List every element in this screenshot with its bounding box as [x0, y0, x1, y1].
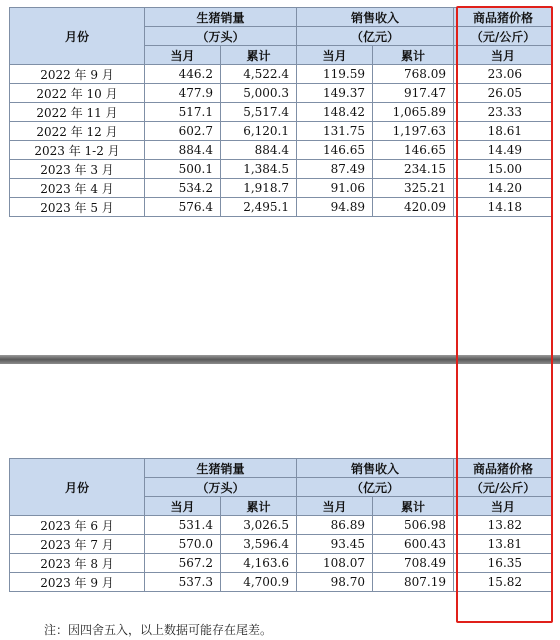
header-price-current: 当月: [454, 497, 553, 516]
header-revenue: 销售收入: [297, 459, 454, 478]
cell-revenue-cumulative: 325.21: [373, 179, 454, 198]
header-volume-cumulative: 累计: [221, 46, 297, 65]
table-row: [10, 160, 553, 179]
header-month: 月份: [10, 459, 145, 516]
cell-volume-cumulative: 5,517.4: [221, 103, 297, 122]
cell-month: 2022 年 9 月: [10, 65, 145, 84]
sales-table-top: [9, 7, 553, 217]
cell-month: 2022 年 10 月: [10, 84, 145, 103]
cell-volume-cumulative: 884.4: [221, 141, 297, 160]
cell-volume-cumulative: 6,120.1: [221, 122, 297, 141]
cell-revenue-current: 87.49: [297, 160, 373, 179]
cell-volume-current: 570.0: [145, 535, 221, 554]
cell-revenue-current: 148.42: [297, 103, 373, 122]
header-volume-cumulative: 累计: [221, 497, 297, 516]
cell-revenue-cumulative: 1,065.89: [373, 103, 454, 122]
cell-volume-current: 446.2: [145, 65, 221, 84]
page-divider: [0, 355, 560, 364]
cell-volume-cumulative: 4,522.4: [221, 65, 297, 84]
cell-volume-current: 884.4: [145, 141, 221, 160]
cell-revenue-current: 146.65: [297, 141, 373, 160]
cell-month: 2023 年 5 月: [10, 198, 145, 217]
cell-price: 26.05: [454, 84, 553, 103]
cell-revenue-current: 86.89: [297, 516, 373, 535]
table-row: [10, 141, 553, 160]
cell-month: 2023 年 9 月: [10, 573, 145, 592]
table-row: [10, 198, 553, 217]
cell-price: 23.33: [454, 103, 553, 122]
header-revenue-unit: （亿元）: [297, 478, 454, 497]
cell-price: 15.82: [454, 573, 553, 592]
cell-revenue-current: 149.37: [297, 84, 373, 103]
header-revenue-unit: （亿元）: [297, 27, 454, 46]
header-volume-current: 当月: [145, 497, 221, 516]
cell-price: 13.82: [454, 516, 553, 535]
cell-revenue-current: 93.45: [297, 535, 373, 554]
header-price: 商品猪价格: [454, 459, 553, 478]
table-row: [10, 122, 553, 141]
cell-month: 2023 年 1-2 月: [10, 141, 145, 160]
header-revenue-current: 当月: [297, 46, 373, 65]
table-row: [10, 554, 553, 573]
header-revenue: 销售收入: [297, 8, 454, 27]
cell-revenue-current: 98.70: [297, 573, 373, 592]
header-revenue-current: 当月: [297, 497, 373, 516]
table-row: [10, 84, 553, 103]
cell-month: 2023 年 4 月: [10, 179, 145, 198]
header-month: 月份: [10, 8, 145, 65]
cell-month: 2023 年 3 月: [10, 160, 145, 179]
table-row: [10, 103, 553, 122]
cell-volume-cumulative: 5,000.3: [221, 84, 297, 103]
cell-month: 2022 年 12 月: [10, 122, 145, 141]
cell-volume-cumulative: 1,918.7: [221, 179, 297, 198]
cell-price: 14.18: [454, 198, 553, 217]
footnote: 注：因四舍五入，以上数据可能存在尾差。: [44, 623, 273, 637]
cell-volume-cumulative: 2,495.1: [221, 198, 297, 217]
cell-revenue-cumulative: 420.09: [373, 198, 454, 217]
cell-revenue-current: 108.07: [297, 554, 373, 573]
cell-revenue-cumulative: 506.98: [373, 516, 454, 535]
cell-volume-cumulative: 3,596.4: [221, 535, 297, 554]
table-row: [10, 535, 553, 554]
header-revenue-cumulative: 累计: [373, 46, 454, 65]
cell-price: 23.06: [454, 65, 553, 84]
header-volume: 生猪销量: [145, 8, 297, 27]
cell-volume-cumulative: 1,384.5: [221, 160, 297, 179]
cell-month: 2023 年 7 月: [10, 535, 145, 554]
cell-volume-current: 576.4: [145, 198, 221, 217]
cell-revenue-cumulative: 1,197.63: [373, 122, 454, 141]
cell-revenue-current: 119.59: [297, 65, 373, 84]
cell-price: 14.49: [454, 141, 553, 160]
cell-volume-current: 567.2: [145, 554, 221, 573]
cell-volume-current: 534.2: [145, 179, 221, 198]
cell-price: 18.61: [454, 122, 553, 141]
cell-price: 13.81: [454, 535, 553, 554]
cell-volume-current: 517.1: [145, 103, 221, 122]
cell-volume-current: 477.9: [145, 84, 221, 103]
cell-revenue-cumulative: 917.47: [373, 84, 454, 103]
cell-volume-current: 602.7: [145, 122, 221, 141]
table-row: [10, 65, 553, 84]
cell-volume-current: 531.4: [145, 516, 221, 535]
cell-volume-current: 537.3: [145, 573, 221, 592]
cell-volume-cumulative: 3,026.5: [221, 516, 297, 535]
header-volume: 生猪销量: [145, 459, 297, 478]
cell-revenue-current: 131.75: [297, 122, 373, 141]
header-volume-unit: （万头）: [145, 478, 297, 497]
header-volume-unit: （万头）: [145, 27, 297, 46]
cell-month: 2023 年 8 月: [10, 554, 145, 573]
cell-volume-current: 500.1: [145, 160, 221, 179]
cell-price: 14.20: [454, 179, 553, 198]
table-row: [10, 516, 553, 535]
cell-price: 16.35: [454, 554, 553, 573]
cell-revenue-cumulative: 234.15: [373, 160, 454, 179]
header-price-current: 当月: [454, 46, 553, 65]
cell-revenue-cumulative: 708.49: [373, 554, 454, 573]
header-price-unit: （元/公斤）: [454, 478, 553, 497]
cell-revenue-cumulative: 768.09: [373, 65, 454, 84]
table-row: [10, 179, 553, 198]
cell-volume-cumulative: 4,163.6: [221, 554, 297, 573]
cell-revenue-current: 91.06: [297, 179, 373, 198]
cell-revenue-cumulative: 600.43: [373, 535, 454, 554]
sales-table-bottom: [9, 458, 553, 592]
header-price: 商品猪价格: [454, 8, 553, 27]
table-row: [10, 573, 553, 592]
cell-month: 2023 年 6 月: [10, 516, 145, 535]
cell-revenue-current: 94.89: [297, 198, 373, 217]
header-revenue-cumulative: 累计: [373, 497, 454, 516]
cell-volume-cumulative: 4,700.9: [221, 573, 297, 592]
cell-revenue-cumulative: 807.19: [373, 573, 454, 592]
cell-price: 15.00: [454, 160, 553, 179]
cell-month: 2022 年 11 月: [10, 103, 145, 122]
header-volume-current: 当月: [145, 46, 221, 65]
header-price-unit: （元/公斤）: [454, 27, 553, 46]
cell-revenue-cumulative: 146.65: [373, 141, 454, 160]
